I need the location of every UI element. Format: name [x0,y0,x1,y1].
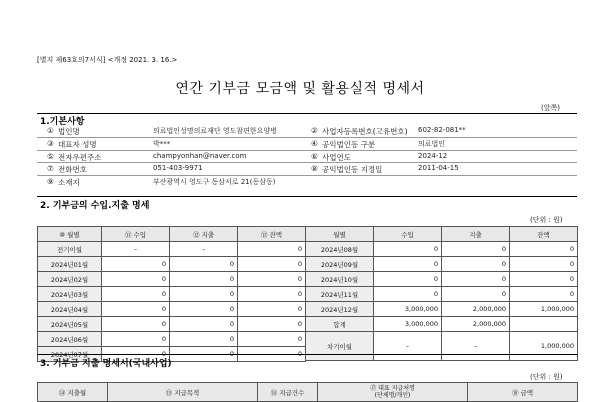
col-header: 수입 [374,227,442,242]
table-row [38,257,306,272]
month-cell: 2024년11월 [306,287,374,302]
row-divider [37,175,577,176]
row-divider [37,137,577,138]
amount-cell: 0 [102,332,170,347]
amount-cell: 2,000,000 [442,302,510,317]
field-value: 의료법인성명의료재단 영도참편한요양병 [153,127,277,135]
amount-cell: 0 [238,257,306,272]
document-title: 연간 기부금 모금액 및 활용실적 명세서 [175,81,425,97]
table-row [306,317,578,332]
amount-cell: 0 [102,287,170,302]
amount-cell: 0 [170,317,238,332]
field-number: ⑨ [47,177,54,187]
month-cell: 2024년01월 [38,257,102,272]
amount-cell: 0 [238,332,306,347]
month-cell: 2024년03월 [38,287,102,302]
amount-cell: 0 [442,272,510,287]
amount-cell: 0 [374,242,442,257]
col-header: ⑭ 지출월 [38,383,108,402]
amount-cell: 0 [238,287,306,302]
amount-cell: 0 [510,272,578,287]
field-label: 대표자 성명 [58,139,97,149]
row-divider [37,150,577,151]
amount-cell: 0 [102,302,170,317]
address-value: 부산광역시 영도구 동삼서로 21(동삼동) [153,178,276,187]
table-row [306,272,578,287]
col-header: ⑱ 금액 [468,383,578,402]
section-rule [37,354,577,355]
month-cell: 2024년08월 [306,242,374,257]
section1-heading: 1.기본사항 [40,117,85,127]
field-label: 공익법인등 구분 [322,139,376,149]
col-header: 지출 [442,227,510,242]
amount-cell: 0 [170,272,238,287]
field-number: ② [311,126,318,135]
month-cell: 2024년02월 [38,272,102,287]
amount-cell: 0 [442,257,510,272]
table-row [306,287,578,302]
amount-cell: 1,000,000 [510,302,578,317]
month-cell: 합계 [306,317,374,332]
table-row [38,302,306,317]
amount-cell: 0 [102,317,170,332]
table-row [38,242,306,257]
month-cell: 2024년05월 [38,317,102,332]
field-value: 2011-04-15 [418,164,459,173]
amount-cell: 0 [170,287,238,302]
domestic-expense-table [37,382,578,402]
col-header: ⑪ 수입 [102,227,170,242]
col-header: 잔액 [510,227,578,242]
col-header: ⑰ 대표 지급처명 (단체명/개인) [318,383,468,402]
month-cell: 2024년12월 [306,302,374,317]
amount-cell: 0 [102,257,170,272]
amount-cell: – [170,242,238,257]
field-number: ① [47,126,54,135]
amount-cell: 0 [374,287,442,302]
row-divider [37,162,577,163]
amount-cell: 0 [510,242,578,257]
amount-cell: 0 [442,242,510,257]
section-rule [37,113,577,114]
table-row [38,272,306,287]
month-cell: 2024년09월 [306,257,374,272]
section3-unit: (단위 : 원) [530,373,563,381]
amount-cell: 0 [170,332,238,347]
amount-cell: 0 [102,272,170,287]
table-row [38,317,306,332]
field-label: 사업자등록번호(고유번호) [322,127,408,136]
section3-heading: 3. 기부금 지출 명세서(국내사업) [40,359,172,369]
table-row [306,302,578,317]
amount-cell: – [442,332,510,361]
field-value: 박*** [153,139,171,148]
field-number: ④ [311,138,318,148]
field-value: champyonhan@naver.com [153,151,247,160]
field-number: ⑦ [47,164,54,174]
month-cell: 2024년06월 [38,332,102,347]
col-header: ⑮ 지급목적 [108,383,258,402]
amount-cell: 3,000,000 [374,302,442,317]
page-note: (앞쪽) [541,104,560,112]
amount-cell: 0 [238,272,306,287]
field-number: ⑤ [47,151,54,161]
income-expense-table-right [305,226,578,361]
field-value: 의료법인 [418,139,446,148]
amount-cell: – [102,242,170,257]
section-rule [37,196,577,197]
amount-cell: 1,000,000 [510,332,578,361]
amount-cell: 0 [170,302,238,317]
month-cell: 차기이월 [306,332,374,361]
amount-cell: – [374,332,442,361]
field-value: 2024-12 [418,151,448,160]
amount-cell: 0 [374,272,442,287]
section2-heading: 2. 기부금의 수입.지출 명세 [40,201,150,211]
amount-cell: 0 [238,317,306,332]
field-number: ⑧ [311,164,318,174]
amount-cell: 0 [170,257,238,272]
field-label: 전화번호 [58,165,87,175]
col-header: ⑩ 월별 [38,227,102,242]
field-label: 사업연도 [322,152,351,162]
month-cell: 2024년04월 [38,302,102,317]
form-reference: [별지 제63호의7서식] <개정 2021. 3. 16.> [37,56,178,64]
col-header: 월별 [306,227,374,242]
amount-cell: 3,000,000 [374,317,442,332]
field-label: 법인명 [58,127,80,136]
section2-unit: (단위 : 원) [530,216,563,224]
field-value: 602-82-081** [418,126,466,134]
field-number: ⑥ [311,151,318,161]
income-expense-table-left [37,226,306,362]
field-label: 소재지 [58,178,80,188]
col-header: ⑫ 지출 [170,227,238,242]
amount-cell: 2,000,000 [442,317,510,332]
col-header: ⑬ 잔액 [238,227,306,242]
table-row [306,242,578,257]
table-row [306,332,578,361]
amount-cell: 0 [510,287,578,302]
amount-cell: 0 [238,302,306,317]
table-row [38,287,306,302]
table-row [38,332,306,347]
field-value: 051-403-9971 [153,164,203,173]
field-label: 공익법인등 지정일 [322,165,383,175]
col-header: ⑯ 지급건수 [258,383,318,402]
amount-cell [510,317,578,332]
month-cell: 전기이월 [38,242,102,257]
table-row [306,257,578,272]
field-label: 전자우편주소 [58,152,102,162]
field-number: ③ [47,138,54,148]
month-cell: 2024년10월 [306,272,374,287]
amount-cell: 0 [374,257,442,272]
amount-cell: 0 [238,242,306,257]
amount-cell: 0 [510,257,578,272]
amount-cell: 0 [442,287,510,302]
